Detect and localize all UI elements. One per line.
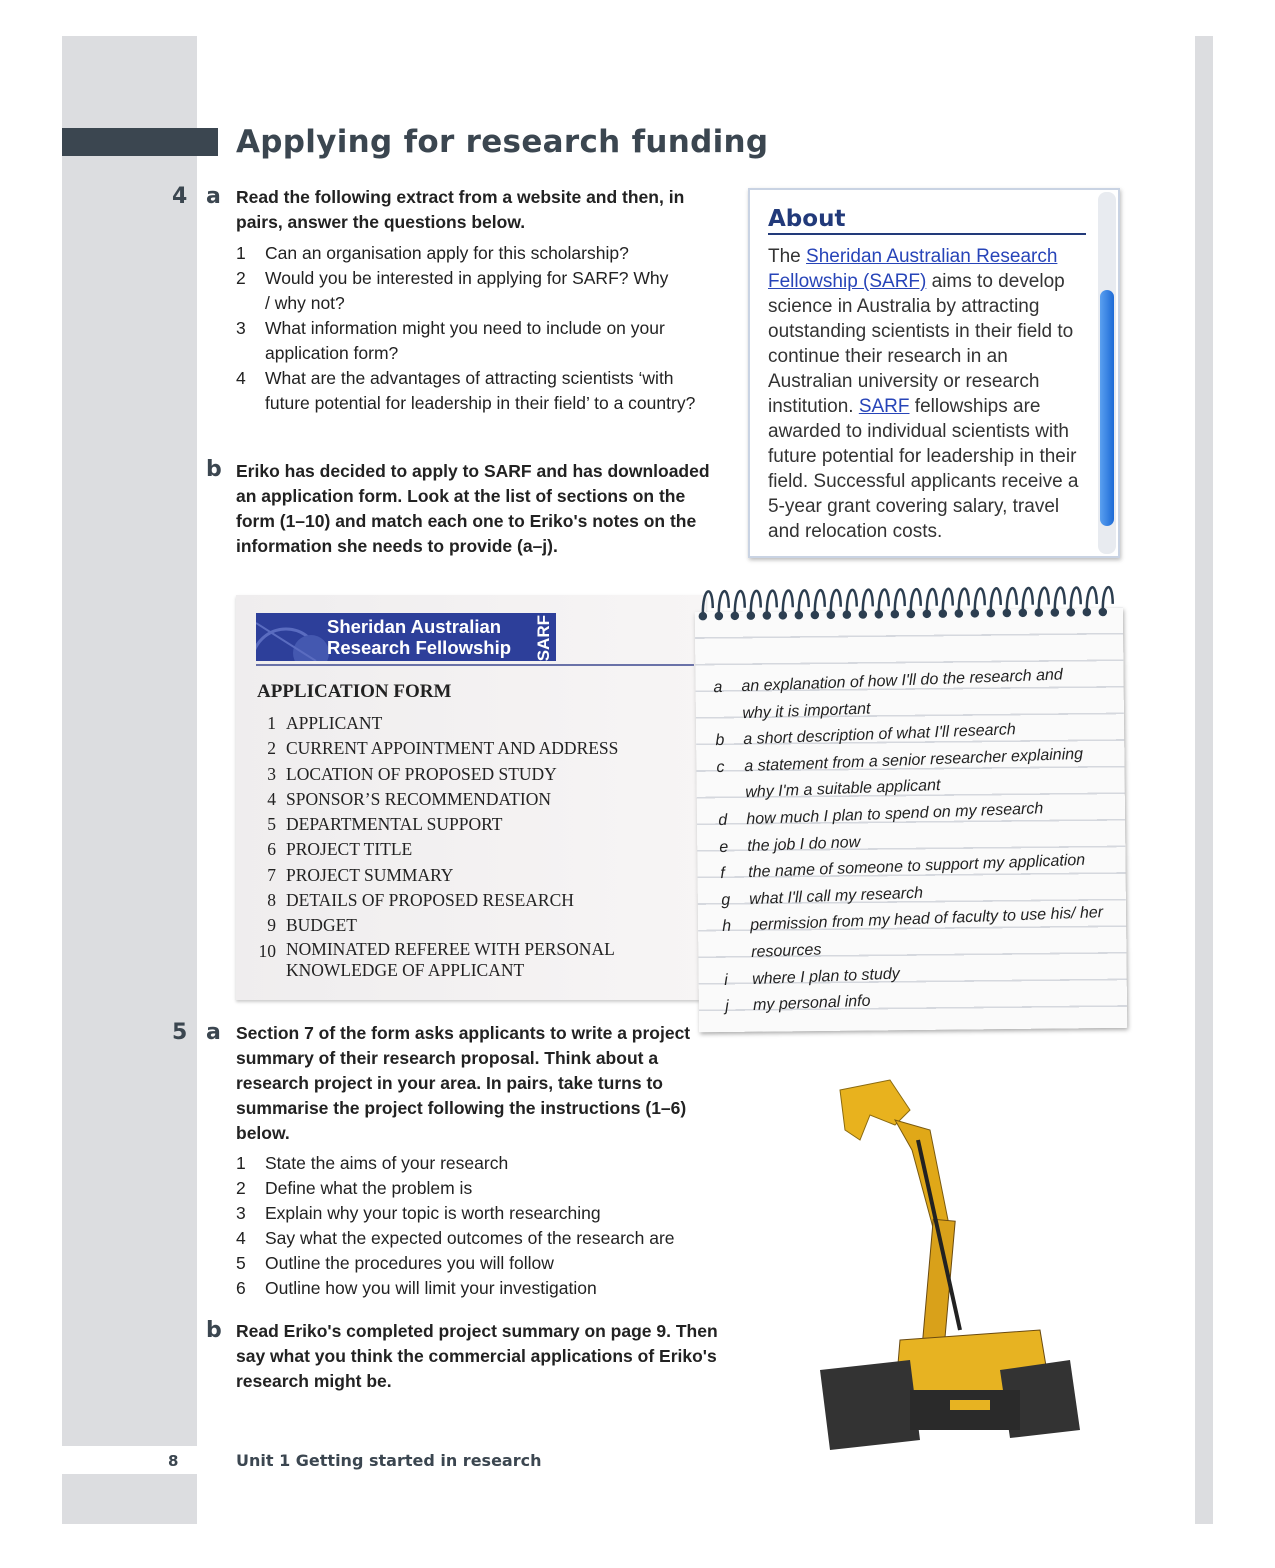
item-letter: h: [721, 918, 732, 936]
item-letter: g: [720, 891, 731, 909]
item-text: my personal info: [752, 992, 871, 1015]
spiral-hole: [748, 613, 754, 619]
list-item: [248, 711, 626, 736]
spiral-coil: [943, 589, 953, 612]
item-number: 10: [258, 940, 276, 961]
spiral-coil: [975, 588, 985, 611]
item-text: Define what the problem is: [265, 1178, 473, 1198]
spiral-coil: [799, 590, 809, 613]
item-text: NOMINATED REFEREE WITH PERSONAL KNOWLEDGE OF APPLICANT: [286, 938, 615, 980]
spiral-hole: [972, 610, 978, 616]
spiral-coil: [1071, 587, 1081, 610]
spiral-hole: [924, 611, 930, 617]
scrollbar[interactable]: [1098, 192, 1116, 554]
list-item: [248, 863, 626, 888]
item-letter: a: [713, 678, 723, 697]
item-text: a short description of what I'll research: [743, 721, 1017, 749]
spiral-coil: [751, 591, 761, 614]
spiral-hole: [812, 612, 818, 618]
item-text: LOCATION OF PROPOSED STUDY: [286, 763, 557, 784]
item-letter: b: [715, 732, 725, 750]
instruction: Read the following extract from a website and then, in pairs, answer the questions below.: [236, 187, 685, 232]
spiral-hole: [908, 611, 914, 617]
spiral-coil: [719, 591, 729, 614]
spiral-binding-icon: [694, 574, 1122, 622]
spiral-hole: [876, 611, 882, 617]
about-text: [768, 244, 1088, 544]
question-list: [236, 241, 721, 416]
spiral-coil: [927, 589, 937, 612]
left-margin-band: [62, 36, 197, 1524]
spiral-coil: [1055, 588, 1065, 611]
list-item: [248, 888, 626, 913]
list-item: [236, 1176, 736, 1201]
item-number: 2: [236, 1178, 246, 1198]
item-number: 2: [236, 268, 246, 288]
spiral-hole: [988, 610, 994, 616]
item-text: SPONSOR’S RECOMMENDATION: [286, 788, 551, 809]
item-text: where I plan to study: [751, 965, 901, 988]
logo-line-2: Research Fellowship: [327, 637, 512, 658]
item-text: Say what the expected outcomes of the research are: [265, 1228, 675, 1248]
form-section-list: [248, 711, 626, 981]
item-text: APPLICANT: [286, 713, 383, 733]
spiral-coil: [895, 589, 905, 612]
item-text: the name of someone to support my application: [747, 851, 1086, 882]
spiral-hole: [1004, 610, 1010, 616]
list-item: [248, 762, 626, 787]
logo-line-1: Sheridan Australian: [327, 616, 502, 637]
item-text: DETAILS OF PROPOSED RESEARCH: [286, 890, 574, 911]
spiral-hole: [940, 611, 946, 617]
item-number: 6: [236, 1278, 246, 1298]
item-text: what I'll call my research: [748, 884, 924, 908]
text: The: [768, 246, 807, 267]
item-text: Explain why your topic is worth researching: [265, 1203, 601, 1223]
spiral-hole: [700, 613, 706, 619]
exercise-letter: b: [206, 1318, 222, 1343]
item-number: 3: [236, 318, 246, 338]
item-number: 7: [267, 864, 276, 885]
item-text: Outline how you will limit your investigation: [265, 1278, 597, 1298]
list-item: [248, 913, 626, 938]
spiral-coil: [911, 589, 921, 612]
list-item: [248, 939, 626, 981]
spiral-hole: [956, 610, 962, 616]
spiral-hole: [860, 611, 866, 617]
spiral-coil: [879, 589, 889, 612]
item-text: Can an organisation apply for this scholarship?: [265, 243, 629, 263]
step-list: [236, 1151, 736, 1301]
item-letter: f: [719, 865, 726, 883]
text: aims to develop science in Australia by attracting outstanding scientists in their field to continue their research in an Australian university or research institution.: [768, 271, 1074, 417]
instruction: Section 7 of the form asks applicants to write a project summary of their research proposal. Think about a research project in your area. In pairs, take turns to summarise the project following the instructions (1–6) below.: [236, 1023, 691, 1143]
exercise-number: 4: [172, 184, 188, 209]
item-text: Would you be interested in applying for SARF? Why / why not?: [265, 268, 669, 313]
list-item: [236, 1151, 736, 1176]
spiral-coil: [735, 591, 745, 614]
item-text: a statement from a senior researcher explaining why I'm a suitable applicant: [744, 745, 1084, 802]
exercise-letter: b: [206, 457, 222, 482]
sarf-logo: [256, 613, 556, 661]
item-text: an explanation of how I'll do the research and why it is important: [741, 666, 1064, 722]
list-item: [236, 1201, 736, 1226]
text: fellowships are awarded to individual scientists with future potential for leadership in their field. Successful applicants receive a 5-year grant covering salary, travel and relocation costs.: [768, 396, 1079, 542]
spiral-coil: [703, 591, 713, 614]
item-text: CURRENT APPOINTMENT AND ADDRESS: [286, 738, 619, 759]
logo-abbr: SARF: [534, 615, 553, 662]
item-text: how much I plan to spend on my research: [746, 800, 1044, 829]
spiral-hole: [1100, 609, 1106, 615]
instruction: Read Eriko's completed project summary on page 9. Then say what you think the commercial applications of Eriko's research might be.: [236, 1321, 718, 1391]
list-item: [236, 1226, 736, 1251]
item-number: 3: [236, 1203, 246, 1223]
item-letter: i: [723, 971, 729, 989]
item-number: 5: [236, 1253, 246, 1273]
item-number: 4: [236, 1228, 246, 1248]
right-margin-band: [1195, 36, 1213, 1524]
item-number: 2: [267, 738, 276, 759]
spiral-hole: [828, 612, 834, 618]
item-letter: e: [719, 838, 729, 856]
item-number: 3: [267, 763, 276, 784]
item-text: PROJECT SUMMARY: [286, 864, 454, 885]
spiral-coil: [1103, 587, 1113, 610]
demolition-robot-image: [800, 1070, 1090, 1470]
list-item: [248, 787, 626, 812]
notepad: [695, 608, 1127, 1032]
spiral-coil: [783, 590, 793, 613]
spiral-coil: [767, 591, 777, 614]
item-letter: c: [716, 758, 725, 776]
spiral-hole: [892, 611, 898, 617]
list-item: [236, 366, 721, 416]
sarf-short-link[interactable]: SARF: [858, 396, 910, 417]
exercise-letter: a: [206, 1020, 221, 1045]
item-number: 8: [267, 890, 276, 911]
spiral-hole: [796, 612, 802, 618]
item-number: 1: [236, 243, 246, 263]
spiral-hole: [1052, 609, 1058, 615]
scrollbar-thumb[interactable]: [1100, 290, 1114, 526]
divider: [256, 664, 694, 666]
logo-orbit-graphic: [256, 613, 336, 661]
item-text: State the aims of your research: [265, 1153, 509, 1173]
list-item: [236, 241, 721, 266]
page-title: Applying for research funding: [236, 124, 769, 160]
application-form: [236, 595, 706, 1000]
item-text: PROJECT TITLE: [286, 839, 413, 860]
page-number: 8: [168, 1452, 179, 1470]
spiral-coil: [1007, 588, 1017, 611]
spiral-hole: [1084, 609, 1090, 615]
instruction: Eriko has decided to apply to SARF and has downloaded an application form. Look at the list of sections on the form (1–10) and match each one to Eriko's notes on the information she needs to provide (a–j).: [236, 461, 710, 556]
item-text: Outline the procedures you will follow: [265, 1253, 554, 1273]
spiral-coil: [847, 590, 857, 613]
exercise-letter: a: [206, 184, 221, 209]
spiral-coil: [1087, 587, 1097, 610]
spiral-hole: [1068, 609, 1074, 615]
list-item: [236, 266, 721, 316]
item-number: 1: [236, 1153, 246, 1173]
item-text: What information might you need to include on your application form?: [265, 318, 665, 363]
item-letter: j: [724, 997, 730, 1016]
spiral-coil: [863, 590, 873, 613]
list-item: [236, 1276, 736, 1301]
spiral-coil: [1023, 588, 1033, 611]
spiral-hole: [780, 612, 786, 618]
list-item: [236, 316, 721, 366]
list-item: [248, 812, 626, 837]
item-number: 1: [267, 713, 276, 733]
sarf-link[interactable]: Sheridan Australian Research Fellowship (SARF): [768, 246, 1058, 292]
exercise-number: 5: [172, 1020, 188, 1045]
spiral-hole: [1036, 610, 1042, 616]
item-number: 4: [236, 368, 246, 388]
list-item: [236, 1251, 736, 1276]
about-heading: About: [768, 206, 1086, 235]
unit-title: Unit 1 Getting started in research: [236, 1451, 542, 1470]
spiral-hole: [732, 613, 738, 619]
spiral-coil: [815, 590, 825, 613]
spiral-hole: [764, 612, 770, 618]
notes-list: [713, 661, 1113, 1021]
item-letter: d: [718, 811, 728, 830]
item-number: 4: [267, 788, 276, 809]
item-text: BUDGET: [286, 915, 357, 936]
form-heading: APPLICATION FORM: [257, 681, 452, 702]
item-number: 6: [267, 839, 276, 860]
spiral-coil: [959, 589, 969, 612]
item-text: the job I do now: [746, 833, 861, 855]
item-text: What are the advantages of attracting scientists ‘with future potential for leadership in their field’ to a country?: [265, 368, 696, 413]
about-web-panel: [748, 188, 1120, 558]
spiral-hole: [844, 612, 850, 618]
spiral-coil: [1039, 588, 1049, 611]
list-item: [248, 736, 626, 761]
spiral-coil: [991, 588, 1001, 611]
spiral-coil: [831, 590, 841, 613]
title-bar: [62, 128, 218, 156]
item-number: 5: [267, 814, 276, 835]
list-item: [248, 837, 626, 862]
spiral-hole: [716, 613, 722, 619]
item-number: 9: [267, 915, 276, 936]
item-text: permission from my head of faculty to use his/ her resources: [749, 904, 1104, 961]
spiral-hole: [1020, 610, 1026, 616]
item-text: DEPARTMENTAL SUPPORT: [286, 814, 503, 835]
